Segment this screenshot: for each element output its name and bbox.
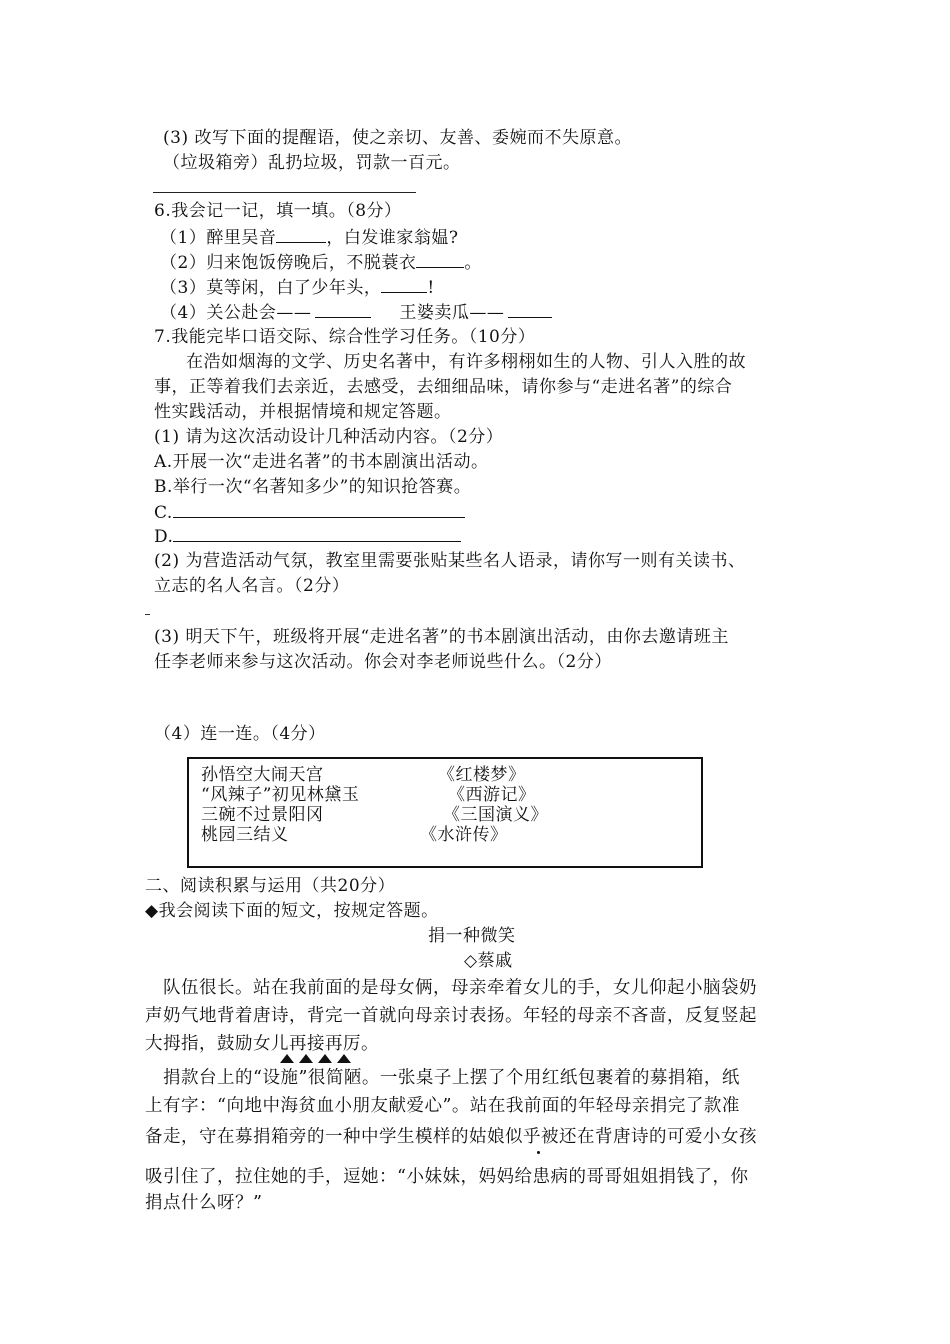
q6-item-3-text-a: （3）莫等闲，白了少年头， [160,278,382,298]
fill-blank [173,501,465,518]
q7-option-c [154,501,465,524]
q6-item-3-text-b: ! [427,278,435,298]
match-right-item: 《红楼梦》 [438,765,526,785]
q6-item-2-text-a: （2）归来饱饭傍晚后，不脱蓑衣 [160,253,417,273]
article-p2-line-3: 备走，守在募捐箱旁的一种中学生模样的姑娘似乎被还在背唐诗的可爱小女孩 [145,1127,757,1147]
q6-title: 6.我会记一记，填一填。（8分） [154,201,402,221]
match-right-item: 《西游记》 [448,785,536,805]
emphasis-mark [337,1054,351,1063]
article-author: ◇蔡戚 [464,951,513,971]
match-right-item: 《水浒传》 [420,825,508,845]
article-p1-line-2: 声奶气地背着唐诗，背完一首就向母亲讨表扬。年轻的母亲不吝啬，反复竖起 [145,1006,757,1026]
fill-blank [381,276,427,293]
q6-item-3 [160,276,435,299]
q6-item-1-text-b: ，白发谁家翁媪? [326,228,459,248]
article-p1-line-3: 大拇指，鼓励女儿再接再厉。 [145,1034,379,1054]
match-left-item: 桃园三结义 [201,825,289,845]
match-left-item: “风辣子”初见林黛玉 [201,785,360,805]
q7-intro-line-1: 在浩如烟海的文学、历史名著中，有许多栩栩如生的人物、引人入胜的故 [186,352,746,372]
emphasis-mark [280,1054,294,1063]
q7-option-c-label: C. [154,503,173,523]
article-p2-line-4: 吸引住了，拉住她的手，逗她：“小妹妹，妈妈给患病的哥哥姐姐捐钱了，你 [145,1167,749,1187]
emphasis-mark [318,1054,332,1063]
q7-option-d-label: D. [154,527,174,547]
q7-part-3-line-1: (3) 明天下午，班级将开展“走进名著”的书本剧演出活动，由你去邀请班主 [154,627,729,647]
emphasis-dot [537,1151,540,1154]
fill-blank [416,251,464,268]
q7-option-d [154,525,461,548]
matching-box [187,757,703,868]
match-left-item: 三碗不过景阳冈 [201,805,324,825]
fill-blank [276,226,326,243]
article-p2-line-1: 捐款台上的“设施”很简陋。一张桌子上摆了个用红纸包裹着的募捐箱，纸 [163,1068,740,1088]
q7-title: 7.我能完毕口语交际、综合性学习任务。（10分） [154,327,536,347]
q7-option-b: B.举行一次“名著知多少”的知识抢答赛。 [154,477,472,497]
fill-blank [173,525,461,542]
q6-item-4 [160,301,552,324]
answer-line [153,192,416,193]
q6-item-1 [160,226,458,249]
q7-part-4: （4）连一连。（4分） [154,724,326,744]
section-2-instruction: ◆我会阅读下面的短文，按规定答题。 [145,901,439,921]
match-left-item: 孙悟空大闹天宫 [201,765,324,785]
q6-item-2 [160,251,482,274]
q6-item-4-text-a: （4）关公赴会—— [160,303,312,323]
fill-blank [508,301,552,318]
fill-blank [315,301,371,318]
article-p2-line-5: 捐点什么呀？” [145,1193,263,1213]
section-2-title: 二、阅读积累与运用（共20分） [145,876,396,896]
q5-3-prompt: (3) 改写下面的提醒语，使之亲切、友善、委婉而不失原意。 [163,128,632,148]
q7-intro-line-3: 性实践活动，并根据情境和规定答题。 [154,402,452,422]
q7-option-a: A.开展一次“走进名著”的书本剧演出活动。 [154,452,489,472]
emphasis-mark [299,1054,313,1063]
q7-part-2-line-1: (2) 为营造活动气氛，教室里需要张贴某些名人语录，请你写一则有关读书、 [154,551,746,571]
q6-item-1-text-a: （1）醉里吴音 [160,228,277,248]
match-right-item: 《三国演义》 [443,805,548,825]
article-p2-line-2: 上有字：“向地中海贫血小朋友献爱心”。站在我前面的年轻母亲捐完了款准 [145,1096,740,1116]
q7-intro-line-2: 事，正等着我们去亲近，去感受，去细细品味，请你参与“走进名著”的综合 [154,377,733,397]
q7-part-3-line-2: 任李老师来参与这次活动。你会对李老师说些什么。（2分） [154,652,612,672]
q6-item-2-text-b: 。 [464,253,482,273]
stray-mark [145,614,150,615]
q7-part-2-line-2: 立志的名人名言。（2分） [154,576,350,596]
q7-part-1: (1) 请为这次活动设计几种活动内容。（2分） [154,427,504,447]
article-p1-line-1: 队伍很长。站在我前面的是母女俩，母亲牵着女儿的手，女儿仰起小脑袋奶 [163,978,757,998]
article-title: 捐一种微笑 [428,926,516,946]
q6-item-4-text-b: 王婆卖瓜—— [399,303,505,323]
q5-3-sign-text: （垃圾箱旁）乱扔垃圾，罚款一百元。 [163,153,461,173]
